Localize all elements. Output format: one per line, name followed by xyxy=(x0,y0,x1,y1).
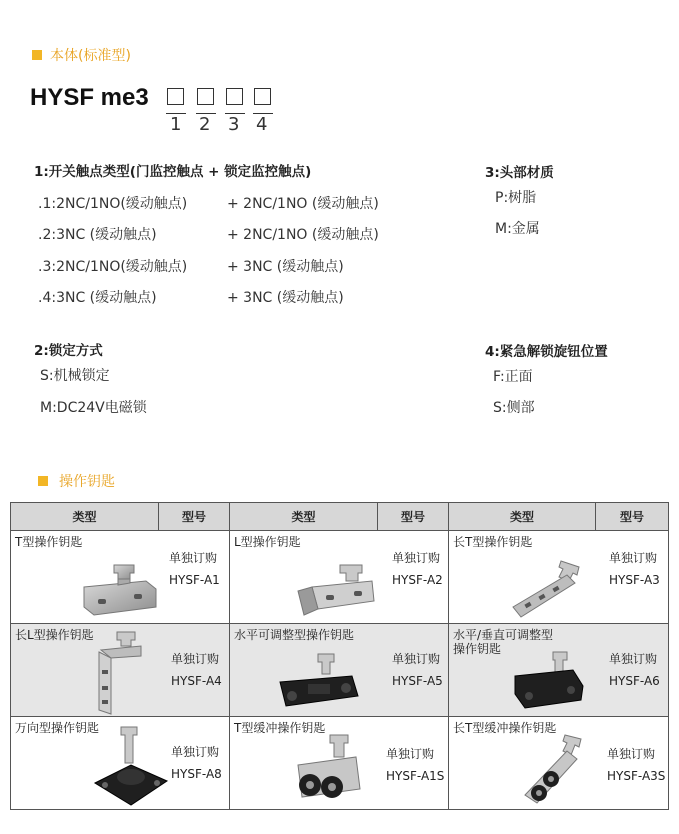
key-model-number: HYSF-A1S xyxy=(386,769,445,783)
contact-option-code: .4:3NC (缓动触点) xyxy=(38,290,157,306)
key-name: 长L型操作钥匙 xyxy=(15,628,94,642)
order-label: 单独订购 xyxy=(171,652,220,666)
table-header-row xyxy=(11,503,669,531)
head-material-option: M:金属 xyxy=(495,221,540,237)
t-buffer-key-icon xyxy=(290,731,370,809)
key-model-number: HYSF-A8 xyxy=(171,767,222,781)
lock-contact-option: + 3NC (缓动触点) xyxy=(227,290,344,306)
section-marker-icon xyxy=(32,50,42,60)
order-info xyxy=(609,547,660,591)
key-name: 长T型缓冲操作钥匙 xyxy=(453,721,557,735)
column-header-model: 型号 xyxy=(378,503,449,531)
key-name-line2: 操作钥匙 xyxy=(453,642,502,656)
order-label: 单独订购 xyxy=(169,551,218,565)
order-label: 单独订购 xyxy=(171,745,220,759)
hv-adjustable-key-icon xyxy=(509,650,593,716)
key-model-number: HYSF-A4 xyxy=(171,674,222,688)
placeholder-box-2 xyxy=(197,88,214,105)
universal-key-icon xyxy=(91,723,171,809)
key-model-number: HYSF-A1 xyxy=(169,573,220,587)
key-name-line1: 水平/垂直可调整型 xyxy=(453,628,554,642)
t-key-icon xyxy=(76,561,166,621)
order-label: 单独订购 xyxy=(392,652,441,666)
digit-4: 4 xyxy=(256,114,268,135)
order-label: 单独订购 xyxy=(386,747,435,761)
order-info xyxy=(392,648,443,692)
column-header-type: 类型 xyxy=(230,503,378,531)
key-cell xyxy=(449,624,669,717)
placeholder-box-3 xyxy=(226,88,243,105)
key-name: 长T型操作钥匙 xyxy=(453,535,533,549)
order-label: 单独订购 xyxy=(607,747,656,761)
key-cell xyxy=(449,717,669,810)
table-row xyxy=(11,717,669,810)
key-cell xyxy=(11,624,230,717)
key-name: T型操作钥匙 xyxy=(15,535,83,549)
group1-title: 1:开关触点类型(门监控触点 + 锁定监控触点) xyxy=(34,164,312,180)
placeholder-box-1 xyxy=(167,88,184,105)
column-header-type: 类型 xyxy=(11,503,159,531)
operation-key-table xyxy=(10,502,669,810)
key-name: T型缓冲操作钥匙 xyxy=(234,721,326,735)
key-model-number: HYSF-A6 xyxy=(609,674,660,688)
lock-contact-option: + 3NC (缓动触点) xyxy=(227,259,344,275)
key-cell xyxy=(449,531,669,624)
key-cell xyxy=(11,717,230,810)
key-name: 万向型操作钥匙 xyxy=(15,721,100,735)
contact-option-code: .1:2NC/1NO(缓动触点) xyxy=(38,196,188,212)
lock-contact-option: + 2NC/1NO (缓动触点) xyxy=(227,196,379,212)
group3-title: 3:头部材质 xyxy=(485,165,554,181)
order-info xyxy=(609,648,660,692)
lock-method-option: M:DC24V电磁锁 xyxy=(40,400,147,416)
model-prefix: HYSF me3 xyxy=(30,84,149,111)
order-info xyxy=(171,741,222,785)
table-row xyxy=(11,624,669,717)
key-cell xyxy=(230,624,449,717)
lock-contact-option: + 2NC/1NO (缓动触点) xyxy=(227,227,379,243)
group4-title: 4:紧急解锁旋钮位置 xyxy=(485,344,608,360)
digit-2: 2 xyxy=(199,114,211,135)
section-title-body: 本体(标准型) xyxy=(50,48,131,64)
l-key-icon xyxy=(292,561,382,621)
placeholder-box-4 xyxy=(254,88,271,105)
key-cell xyxy=(11,531,230,624)
digit-1: 1 xyxy=(170,114,182,135)
key-model-number: HYSF-A3 xyxy=(609,573,660,587)
order-info xyxy=(169,547,220,591)
order-info xyxy=(607,743,665,787)
head-material-option: P:树脂 xyxy=(495,190,537,206)
key-cell xyxy=(230,717,449,810)
order-info xyxy=(392,547,443,591)
order-label: 单独订购 xyxy=(609,652,658,666)
column-header-type: 类型 xyxy=(449,503,596,531)
key-model-number: HYSF-A5 xyxy=(392,674,443,688)
long-t-buffer-key-icon xyxy=(519,731,599,809)
release-knob-option: S:侧部 xyxy=(493,400,535,416)
key-model-number: HYSF-A3S xyxy=(607,769,666,783)
long-l-key-icon xyxy=(91,630,151,716)
release-knob-option: F:正面 xyxy=(493,369,533,385)
contact-option-code: .2:3NC (缓动触点) xyxy=(38,227,157,243)
horizontal-adjustable-key-icon xyxy=(274,652,364,714)
key-name: 水平可调整型操作钥匙 xyxy=(234,628,355,642)
section-title-keys: 操作钥匙 xyxy=(59,474,115,490)
column-header-model: 型号 xyxy=(159,503,230,531)
order-label: 单独订购 xyxy=(392,551,441,565)
contact-option-code: .3:2NC/1NO(缓动触点) xyxy=(38,259,188,275)
key-name: L型操作钥匙 xyxy=(234,535,301,549)
key-model-number: HYSF-A2 xyxy=(392,573,443,587)
group2-title: 2:锁定方式 xyxy=(34,343,103,359)
digit-3: 3 xyxy=(228,114,240,135)
order-info xyxy=(386,743,444,787)
key-cell xyxy=(230,531,449,624)
column-header-model: 型号 xyxy=(596,503,669,531)
long-t-key-icon xyxy=(507,557,597,621)
section-marker-icon xyxy=(38,476,48,486)
lock-method-option: S:机械锁定 xyxy=(40,368,110,384)
table-row xyxy=(11,531,669,624)
order-info xyxy=(171,648,222,692)
order-label: 单独订购 xyxy=(609,551,658,565)
